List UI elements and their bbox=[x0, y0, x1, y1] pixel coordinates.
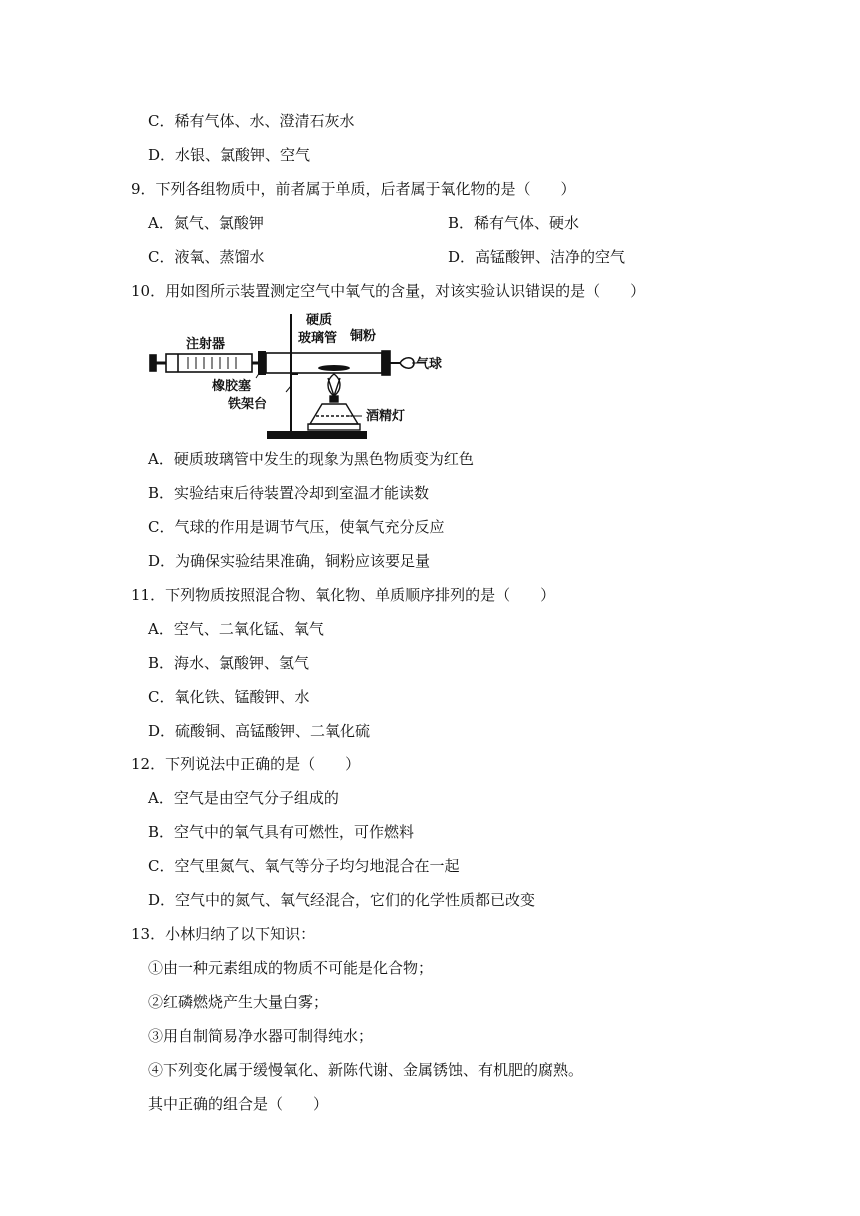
q12-option-d: D．空气中的氮气、氧气经混合，它们的化学性质都已改变 bbox=[148, 891, 536, 909]
q9-option-d: D．高锰酸钾、洁净的空气 bbox=[448, 248, 626, 266]
q10-option-b: B．实验结束后待装置冷却到室温才能读数 bbox=[148, 484, 430, 502]
q11-option-d: D．硫酸铜、高锰酸钾、二氧化硫 bbox=[148, 722, 371, 740]
q13-item-2: ②红磷燃烧产生大量白雾； bbox=[148, 993, 329, 1011]
q8-option-d: D．水银、氯酸钾、空气 bbox=[148, 146, 311, 164]
label-hard-glass-1: 硬质 bbox=[306, 313, 333, 328]
q12-stem: 12．下列说法中正确的是（ ） bbox=[131, 755, 361, 773]
q10-option-d: D．为确保实验结果准确，铜粉应该要足量 bbox=[148, 552, 431, 570]
q13-item-3: ③用自制简易净水器可制得纯水； bbox=[148, 1027, 374, 1045]
q9-option-a: A．氮气、氯酸钾 bbox=[148, 214, 264, 232]
q13-item-1: ①由一种元素组成的物质不可能是化合物； bbox=[148, 959, 434, 977]
label-hard-glass-2: 玻璃管 bbox=[298, 331, 338, 346]
q10-stem: 10．用如图所示装置测定空气中氧气的含量，对该实验认识错误的是（ ） bbox=[131, 282, 646, 300]
q9-stem: 9．下列各组物质中，前者属于单质，后者属于氧化物的是（ ） bbox=[131, 180, 576, 198]
q12-option-a: A．空气是由空气分子组成的 bbox=[148, 789, 339, 807]
q10-option-a: A．硬质玻璃管中发生的现象为黑色物质变为红色 bbox=[148, 450, 474, 468]
q12-option-b: B．空气中的氧气具有可燃性，可作燃料 bbox=[148, 823, 415, 841]
q11-stem: 11．下列物质按照混合物、氧化物、单质顺序排列的是（ ） bbox=[131, 586, 556, 604]
q8-option-c: C．稀有气体、水、澄清石灰水 bbox=[148, 112, 355, 130]
label-stopper: 橡胶塞 bbox=[212, 379, 252, 394]
label-stand: 铁架台 bbox=[228, 397, 268, 412]
label-syringe: 注射器 bbox=[186, 337, 226, 352]
q13-ask: 其中正确的组合是（ ） bbox=[148, 1095, 329, 1113]
q11-option-a: A．空气、二氧化锰、氧气 bbox=[148, 620, 324, 638]
q11-option-b: B．海水、氯酸钾、氢气 bbox=[148, 654, 310, 672]
q13-stem: 13．小林归纳了以下知识： bbox=[131, 925, 316, 943]
apparatus-figure bbox=[148, 308, 448, 442]
q12-option-c: C．空气里氮气、氧气等分子均匀地混合在一起 bbox=[148, 857, 460, 875]
glass-tube-drawing bbox=[266, 351, 400, 375]
q9-option-b: B．稀有气体、硬水 bbox=[448, 214, 580, 232]
copper-powder-drawing bbox=[318, 365, 350, 371]
q11-option-c: C．氧化铁、锰酸钾、水 bbox=[148, 688, 310, 706]
label-balloon: 气球 bbox=[416, 357, 443, 372]
alcohol-lamp-drawing bbox=[308, 374, 360, 430]
balloon-drawing bbox=[400, 358, 414, 369]
rubber-stopper-drawing bbox=[258, 351, 266, 375]
q9-option-c: C．液氧、蒸馏水 bbox=[148, 248, 265, 266]
q13-item-4: ④下列变化属于缓慢氧化、新陈代谢、金属锈蚀、有机肥的腐熟。 bbox=[148, 1061, 584, 1079]
label-copper: 铜粉 bbox=[350, 329, 377, 344]
q10-option-c: C．气球的作用是调节气压，使氧气充分反应 bbox=[148, 518, 445, 536]
label-lamp: 酒精灯 bbox=[366, 409, 406, 424]
syringe-drawing bbox=[150, 354, 260, 372]
